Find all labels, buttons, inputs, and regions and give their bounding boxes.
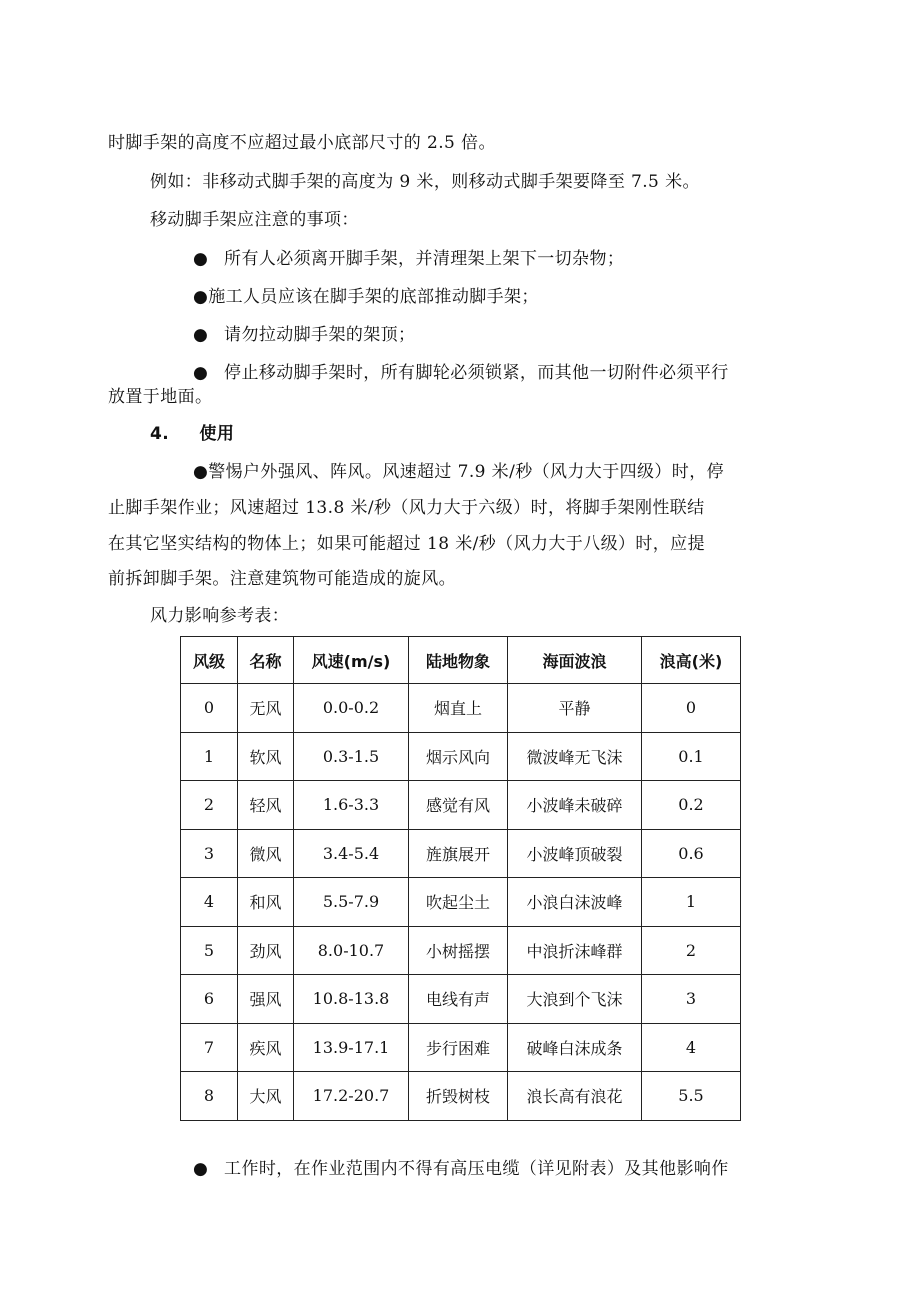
table-cell: 折毁树枝 bbox=[409, 1072, 508, 1121]
table-cell: 0 bbox=[642, 684, 741, 733]
table-cell: 8 bbox=[181, 1072, 238, 1121]
table-cell: 劲风 bbox=[238, 926, 294, 975]
table-cell: 1.6-3.3 bbox=[294, 781, 409, 830]
header-cell: 风速(m/s) bbox=[294, 637, 409, 684]
table-cell: 0 bbox=[181, 684, 238, 733]
table-cell: 5.5 bbox=[642, 1072, 741, 1121]
move-note-2-text: 施工人员应该在脚手架的底部推动脚手架； bbox=[208, 287, 539, 307]
table-cell: 破峰白沫成条 bbox=[508, 1023, 642, 1072]
header-cell: 名称 bbox=[238, 637, 294, 684]
section-number: 4. bbox=[150, 424, 170, 444]
final-note-text: 工作时，在作业范围内不得有高压电缆（详见附表）及其他影响作 bbox=[224, 1159, 729, 1179]
table-cell: 中浪折沫峰群 bbox=[508, 926, 642, 975]
table-cell: 和风 bbox=[238, 878, 294, 927]
header-cell: 海面波浪 bbox=[508, 637, 642, 684]
table-cell: 4 bbox=[642, 1023, 741, 1072]
table-cell: 6 bbox=[181, 975, 238, 1024]
table-row bbox=[181, 1023, 741, 1072]
bullet-icon: ● bbox=[193, 325, 209, 345]
move-note-1 bbox=[193, 247, 624, 271]
table-cell: 小树摇摆 bbox=[409, 926, 508, 975]
table-cell: 烟示风向 bbox=[409, 732, 508, 781]
wind-warning-text-1: 警惕户外强风、阵风。风速超过 7.9 米/秒（风力大于四级）时，停 bbox=[208, 462, 725, 482]
table-cell: 大浪到个飞沫 bbox=[508, 975, 642, 1024]
table-row bbox=[181, 975, 741, 1024]
table-header-row bbox=[181, 637, 741, 684]
final-note bbox=[193, 1157, 729, 1181]
paragraph-height-limit: 时脚手架的高度不应超过最小底部尺寸的 2.5 倍。 bbox=[108, 133, 496, 153]
table-cell: 浪长高有浪花 bbox=[508, 1072, 642, 1121]
table-cell: 无风 bbox=[238, 684, 294, 733]
table-cell: 微波峰无飞沫 bbox=[508, 732, 642, 781]
header-cell: 陆地物象 bbox=[409, 637, 508, 684]
wind-warning-line-3: 在其它坚实结构的物体上；如果可能超过 18 米/秒（风力大于八级）时，应提 bbox=[108, 534, 705, 554]
table-cell: 2 bbox=[642, 926, 741, 975]
move-note-4-text: 停止移动脚手架时，所有脚轮必须锁紧，而其他一切附件必须平行 bbox=[224, 363, 729, 383]
section-title: 使用 bbox=[199, 424, 235, 444]
table-cell: 3.4-5.4 bbox=[294, 829, 409, 878]
table-cell: 强风 bbox=[238, 975, 294, 1024]
move-note-3-text: 请勿拉动脚手架的架顶； bbox=[224, 325, 416, 345]
move-note-3 bbox=[193, 323, 415, 347]
bullet-icon: ● bbox=[193, 462, 209, 482]
table-cell: 0.6 bbox=[642, 829, 741, 878]
table-cell: 吹起尘土 bbox=[409, 878, 508, 927]
table-cell: 5 bbox=[181, 926, 238, 975]
table-cell: 3 bbox=[642, 975, 741, 1024]
table-cell: 8.0-10.7 bbox=[294, 926, 409, 975]
table-cell: 小波峰未破碎 bbox=[508, 781, 642, 830]
table-cell: 0.3-1.5 bbox=[294, 732, 409, 781]
paragraph-example: 例如：非移动式脚手架的高度为 9 米，则移动式脚手架要降至 7.5 米。 bbox=[150, 172, 700, 192]
table-cell: 2 bbox=[181, 781, 238, 830]
move-note-4-continuation: 放置于地面。 bbox=[108, 387, 213, 407]
table-cell: 烟直上 bbox=[409, 684, 508, 733]
table-row bbox=[181, 1072, 741, 1121]
table-cell: 5.5-7.9 bbox=[294, 878, 409, 927]
table-cell: 13.9-17.1 bbox=[294, 1023, 409, 1072]
bullet-icon: ● bbox=[193, 1159, 209, 1179]
bullet-icon: ● bbox=[193, 249, 209, 269]
paragraph-move-notes-title: 移动脚手架应注意的事项： bbox=[150, 210, 359, 230]
table-cell: 0.0-0.2 bbox=[294, 684, 409, 733]
table-caption: 风力影响参考表： bbox=[150, 606, 290, 626]
table-row bbox=[181, 781, 741, 830]
table-cell: 平静 bbox=[508, 684, 642, 733]
move-note-2 bbox=[193, 285, 539, 309]
header-cell: 风级 bbox=[181, 637, 238, 684]
table-cell: 微风 bbox=[238, 829, 294, 878]
bullet-icon: ● bbox=[193, 363, 209, 383]
table-cell: 1 bbox=[181, 732, 238, 781]
table-cell: 0.1 bbox=[642, 732, 741, 781]
table-cell: 小浪白沫波峰 bbox=[508, 878, 642, 927]
wind-force-table bbox=[180, 636, 741, 1121]
table-cell: 疾风 bbox=[238, 1023, 294, 1072]
table-cell: 旌旗展开 bbox=[409, 829, 508, 878]
table-cell: 电线有声 bbox=[409, 975, 508, 1024]
table-cell: 17.2-20.7 bbox=[294, 1072, 409, 1121]
table-row bbox=[181, 732, 741, 781]
header-cell: 浪高(米) bbox=[642, 637, 741, 684]
table-cell: 轻风 bbox=[238, 781, 294, 830]
table-cell: 感觉有风 bbox=[409, 781, 508, 830]
table-cell: 1 bbox=[642, 878, 741, 927]
section-heading bbox=[150, 422, 234, 446]
bullet-icon: ● bbox=[193, 287, 209, 307]
table-cell: 10.8-13.8 bbox=[294, 975, 409, 1024]
table-cell: 大风 bbox=[238, 1072, 294, 1121]
table-body bbox=[181, 684, 741, 1121]
table-cell: 小波峰顶破裂 bbox=[508, 829, 642, 878]
wind-warning-line-1 bbox=[193, 460, 724, 484]
table-cell: 3 bbox=[181, 829, 238, 878]
table-row bbox=[181, 684, 741, 733]
table-cell: 7 bbox=[181, 1023, 238, 1072]
table-cell: 0.2 bbox=[642, 781, 741, 830]
wind-warning-line-2: 止脚手架作业；风速超过 13.8 米/秒（风力大于六级）时，将脚手架刚性联结 bbox=[108, 498, 705, 518]
wind-warning-line-4: 前拆卸脚手架。注意建筑物可能造成的旋风。 bbox=[108, 569, 456, 589]
table-row bbox=[181, 829, 741, 878]
move-note-1-text: 所有人必须离开脚手架，并清理架上架下一切杂物； bbox=[224, 249, 625, 269]
table-row bbox=[181, 878, 741, 927]
table-cell: 软风 bbox=[238, 732, 294, 781]
table-row bbox=[181, 926, 741, 975]
move-note-4 bbox=[193, 361, 729, 385]
table-cell: 4 bbox=[181, 878, 238, 927]
table-cell: 步行困难 bbox=[409, 1023, 508, 1072]
